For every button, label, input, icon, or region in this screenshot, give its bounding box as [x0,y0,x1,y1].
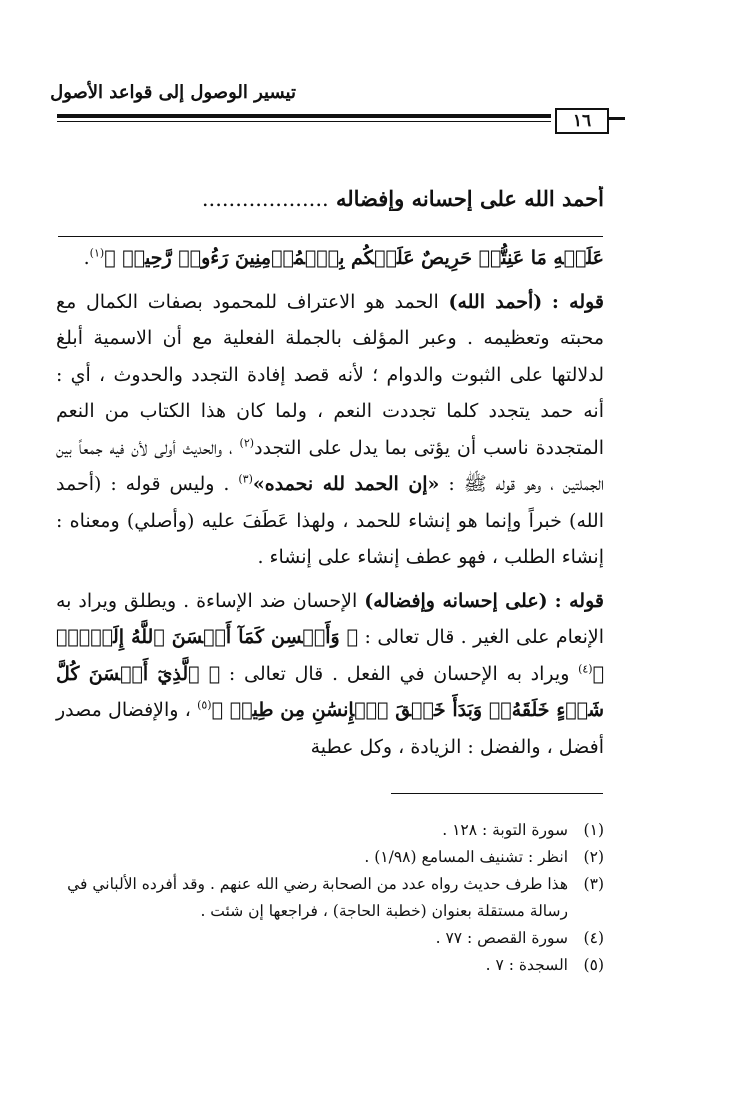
footnote-separator [391,793,603,794]
footnote-ref-5: (٥) [197,698,212,712]
footnote-text: سورة القصص : ٧٧ . [435,929,568,947]
footnote-ref-3: (٣) [238,472,253,486]
title-leader-dots: ................... [201,187,329,211]
running-title: تيسير الوصول إلى قواعد الأصول [50,82,296,103]
quran-verse: عَلَيۡهِ مَا عَنِتُّمۡ حَرِيصٌ عَلَيۡكُم بِٱلۡمُؤۡمِنِينَ رَءُوفٞ رَّحِيمٞ ﴾ [104,247,604,269]
footnote-number: (٤) [583,929,604,947]
footnote-text: انظر : تشنيف المسامع (١/٩٨) . [364,848,568,866]
page-number: ١٦ [555,108,609,134]
paragraph-text: الحمد هو الاعتراف للمحمود بصفات الكمال مع محبته وتعظيمه . وعبر المؤلف بالجملة الفعلية مع أن الاسمية أبلغ لدلالتها على الثبوت والدوام ؛ لأنه قصد إفادة التجدد والحدوث ، أي : أنه حمد يتجدد كلما تجددت النعم ، ولما كان هذا الكتاب من النعم المتجددة ناسب أن يؤتى بما يدل على التجدد [56,290,605,459]
header-rule-right [609,117,625,120]
paragraph-quran-verse [56,240,604,277]
title-underline [58,236,603,237]
quoted-phrase: (على إحسانه وإفضاله) [364,589,548,612]
quoted-phrase: (أحمد الله) [448,290,543,313]
body-text [56,240,604,765]
paragraph-text: . وليس قوله : (أحمد الله) خبراً وإنما هو إنشاء للحمد ، ولهذا عَطَفَ عليه (وأصلي) ومعناه : إنشاء الطلب ، فهو عطف إنشاء على إنشاء . [56,473,604,568]
footnote-text: السجدة : ٧ . [485,956,568,974]
footnote-item [56,871,604,925]
section-title: أحمد الله على إحسانه وإفضاله [336,186,604,211]
paragraph-text: الإحسان ضد الإساءة . ويطلق ويراد به الإنعام على الغير . قال تعالى : [56,589,604,648]
footnote-text: هذا طرف حديث رواه عدد من الصحابة رضي الله عنهم . وقد أفرده الألباني في رسالة مستقلة بعنوان (خطبة الحاجة) ، فراجعها إن شئت . [67,875,568,920]
footnote-item [56,952,604,979]
paragraph-ihsan [56,583,604,766]
footnote-text: سورة التوبة : ١٢٨ . [442,821,568,839]
footnote-item [56,844,604,871]
footnotes [56,817,604,979]
paragraph-text: ويراد به الإحسان في الفعل . قال تعالى : [228,662,570,685]
paragraph-praise [56,284,604,576]
lead-word: قوله : [551,290,605,313]
section-title-line [56,186,604,211]
lead-word: قوله : [554,589,604,612]
period: . [83,247,90,269]
footnote-number: (٥) [583,956,604,974]
quran-verse: ﴿ ٱلَّذِيٓ أَحۡسَنَ كُلَّ شَيۡءٍ خَلَقَهُۥۖ وَبَدَأَ خَلۡقَ ٱلۡإِنسَٰنِ مِن طِينٖ ﴾ [56,662,605,721]
quran-verse: ﴿ وَأَحۡسِن كَمَآ أَحۡسَنَ ٱللَّهُ إِلَيۡكَۖ ﴾ [56,626,604,685]
footnote-ref-2: (٢) [239,436,255,450]
footnote-item [56,817,604,844]
footnote-number: (٣) [583,875,604,893]
paragraph-text: ، والحديث أولى لأن فيه جمعاً بين الجملتين ، وهو قوله ﷺ : [56,436,604,495]
footnote-ref-1: (١) [89,246,105,260]
header-rule-thick [57,114,551,118]
footnote-number: (١) [583,821,604,839]
hadith-quote: «إن الحمد لله نحمده» [252,473,440,495]
footnote-number: (٢) [583,848,604,866]
footnote-ref-4: (٤) [578,662,593,676]
paragraph-text: ، والإفضال مصدر أفضل ، والفضل : الزيادة ، وكل عطية [56,699,604,758]
header-rule-thin [57,121,551,122]
footnote-item [56,925,604,952]
